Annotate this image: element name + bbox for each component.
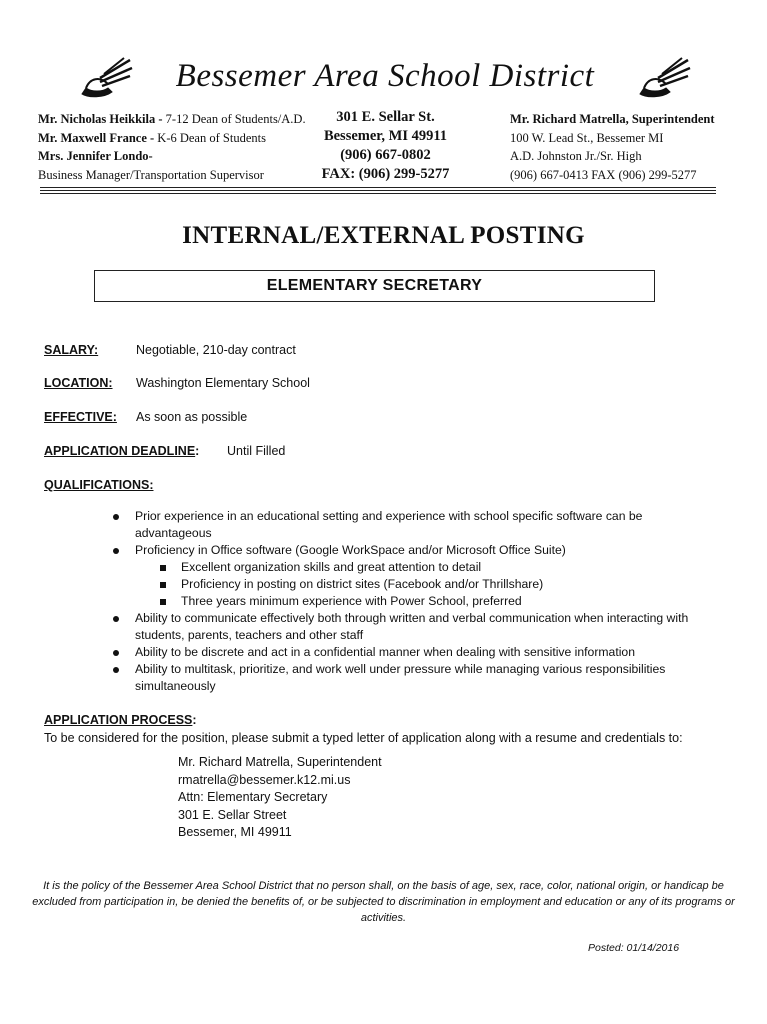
header-left-contacts xyxy=(38,110,306,184)
school-phone-fax: (906) 667-0413 FAX (906) 299-5277 xyxy=(510,167,697,182)
fax: FAX: (906) 299-5277 xyxy=(321,166,450,182)
header-divider xyxy=(40,190,716,191)
district-name: Bessemer Area School District xyxy=(175,58,595,94)
superintendent-address: 100 W. Lead St., Bessemer MI xyxy=(510,130,664,145)
list-item: Ability to communicate effectively both through written and verbal communication when interacting with students, parents, teachers and other staff xyxy=(108,610,708,644)
list-item: Ability to be discrete and act in a confidential manner when dealing with sensitive information xyxy=(108,644,708,661)
address-city: Bessemer, MI 49911 xyxy=(323,128,448,144)
qualifications-label: QUALIFICATIONS: xyxy=(44,478,154,492)
bullet-icon xyxy=(113,667,119,673)
header-divider xyxy=(40,187,716,188)
contact-line: Mrs. Jennifer Londo- xyxy=(38,149,153,163)
posted-date: Posted: 01/14/2016 xyxy=(588,942,680,954)
square-bullet-icon xyxy=(160,599,166,605)
sub-list xyxy=(135,559,708,610)
sub-list-item: Proficiency in posting on district sites (Facebook and/or Thrillshare) xyxy=(155,576,708,593)
bullet-icon xyxy=(113,650,119,656)
position-title: ELEMENTARY SECRETARY xyxy=(94,270,655,302)
list-item: Ability to multitask, prioritize, and work well under pressure while managing various responsibilities simultaneously xyxy=(108,661,708,695)
salary-value: Negotiable, 210-day contract xyxy=(136,343,296,357)
bullet-icon xyxy=(113,548,119,554)
square-bullet-icon xyxy=(160,582,166,588)
deadline-label: APPLICATION DEADLINE: xyxy=(44,444,200,458)
winged-shoe-icon xyxy=(636,54,692,100)
qualifications-list xyxy=(108,508,708,695)
square-bullet-icon xyxy=(160,565,166,571)
list-item: Prior experience in an educational setting and experience with school specific software can be advantageous xyxy=(108,508,708,542)
header-divider xyxy=(40,193,716,194)
phone: (906) 667-0802 xyxy=(340,147,431,163)
address-street: 301 E. Sellar St. xyxy=(336,109,435,125)
email-address: rmatrella@bessemer.k12.mi.us xyxy=(178,772,351,787)
process-text: To be considered for the position, please submit a typed letter of application along with a resume and credentials to: xyxy=(44,731,683,745)
school-name: A.D. Johnston Jr./Sr. High xyxy=(510,149,642,163)
address-line: Bessemer, MI 49911 xyxy=(178,825,292,839)
winged-shoe-icon xyxy=(78,54,134,100)
address-line: Mr. Richard Matrella, Superintendent xyxy=(178,755,382,769)
contact-line: Mr. Maxwell France - K-6 Dean of Students xyxy=(38,130,266,145)
nondiscrimination-policy: It is the policy of the Bessemer Area School District that no person shall, on the basis of age, sex, race, color, national origin, or handicap be excluded from participation in, be denied the benefits of, or be subjected to discrimination in employment and education or any of its programs or activities. xyxy=(32,880,735,924)
process-label: APPLICATION PROCESS: xyxy=(44,713,197,727)
superintendent-name: Mr. Richard Matrella, Superintendent xyxy=(510,112,715,126)
address-line: Attn: Elementary Secretary xyxy=(178,790,328,804)
sub-list-item: Excellent organization skills and great attention to detail xyxy=(155,559,708,576)
bullet-icon xyxy=(113,514,119,520)
sub-list-item: Three years minimum experience with Power School, preferred xyxy=(155,593,708,610)
salary-label: SALARY: xyxy=(44,343,99,357)
bullet-icon xyxy=(113,616,119,622)
location-value: Washington Elementary School xyxy=(136,376,310,390)
list-item: Proficiency in Office software (Google WorkSpace and/or Microsoft Office Suite) Excellent organization skills and great attention to detail Proficiency in posting on district sites (Facebook and/or Thrillshare) Three years minimum experience with Power School, preferred xyxy=(108,542,708,610)
contact-line: Business Manager/Transportation Supervisor xyxy=(38,167,264,182)
posting-heading: INTERNAL/EXTERNAL POSTING xyxy=(182,222,585,249)
effective-label: EFFECTIVE: xyxy=(44,410,117,424)
mailing-address xyxy=(178,754,382,842)
deadline-value: Until Filled xyxy=(227,444,286,458)
header-district-address xyxy=(318,108,453,184)
contact-line: Mr. Nicholas Heikkila - 7-12 Dean of Students/A.D. xyxy=(38,112,306,126)
location-label: LOCATION: xyxy=(44,376,113,390)
header-superintendent xyxy=(510,110,715,184)
effective-value: As soon as possible xyxy=(136,410,248,424)
address-line: 301 E. Sellar Street xyxy=(178,807,287,822)
